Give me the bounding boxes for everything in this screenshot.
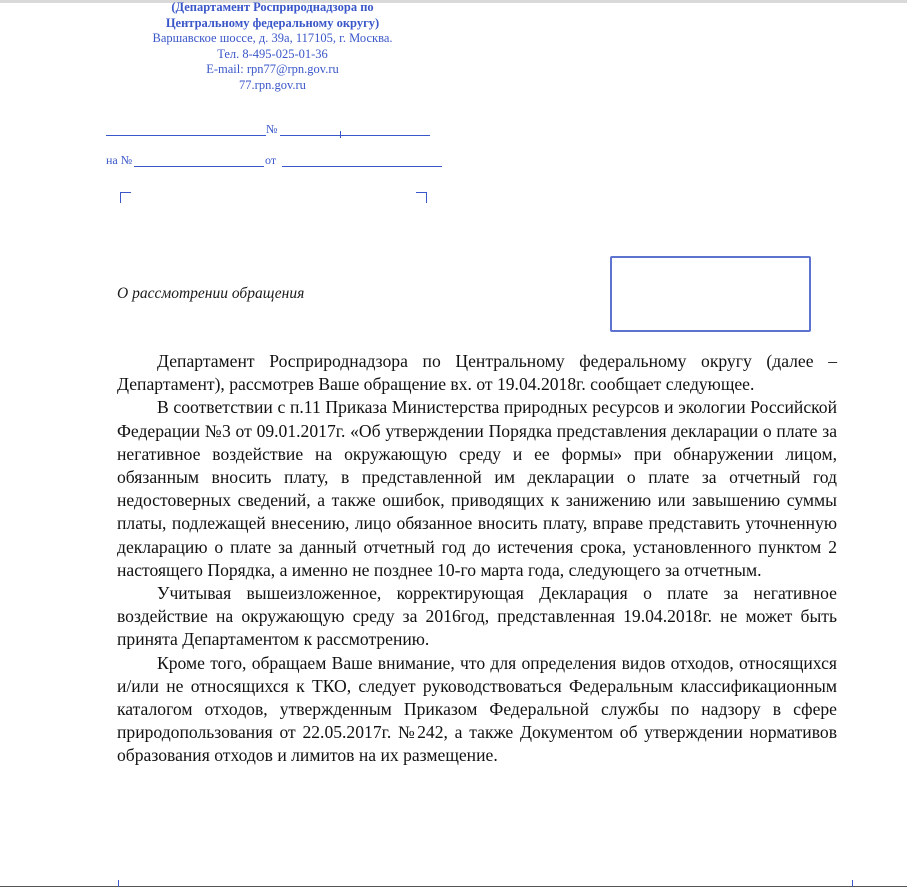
recipient-stamp-box: [610, 256, 811, 332]
body-paragraph-2: В соответствии с п.11 Приказа Министерства природных ресурсов и экологии Российской Федерации №3 от 09.01.2017г. «Об утверждении Порядка представления декларации о плате за негативное воздействие на окружающую среду и ее формы» при обнаружении лицом, обязанным вносить плату, в представленной им декларации о плате за отчетный год недостоверных сведений, а также ошибок, приводящих к занижению или завышению суммы платы, подлежащей внесению, лицо обязанное вносить плату, вправе представить уточненную декларацию о плате за данный отчетный год до истечения срока, установленного пунктом 2 настоящего Порядка, а именно не позднее 10-го марта года, следующего за отчетным.: [117, 397, 837, 580]
letterhead-org-line2: Центральному федеральному округу): [165, 15, 380, 30]
body-paragraph-4: Кроме того, обращаем Ваше внимание, что для определения видов отходов, относящихся и/или не относящихся к ТКО, следует руководствоваться Федеральным классификационным каталогом отходов, утвержденным Приказом Федеральной службы по надзору в сфере природопользования от 22.05.2017г. №242, а также Документом об утверждении нормативов образования отходов и лимитов на их размещение.: [117, 652, 837, 766]
pen-mark: [340, 131, 341, 138]
ref-number-blank-line: [134, 166, 264, 167]
ref-number-label: на №: [106, 153, 133, 167]
body-paragraph-3: Учитывая вышеизложенное, корректирующая Декларация о плате за негативное воздействие на окружающую среду за 2016год, представленная 19.04.2018г. не может быть принята Департаментом к рассмотрению.: [117, 583, 837, 650]
address-corner-left: [120, 192, 131, 203]
number-blank-line: [280, 135, 430, 136]
bottom-tick-right: [852, 880, 853, 887]
letterhead-phone: Тел. 8-495-025-01-36: [217, 46, 328, 61]
number-label: №: [266, 122, 278, 136]
page-bottom-rule: [0, 886, 907, 887]
letter-subject: О рассмотрении обращения: [117, 285, 305, 302]
letterhead-website: 77.rpn.gov.ru: [239, 77, 306, 92]
letterhead-address: Варшавское шоссе, д. 39а, 117105, г. Москва.: [152, 31, 393, 46]
ref-date-blank-line: [282, 166, 442, 167]
date-blank-line: [106, 135, 266, 136]
letter-body: [117, 350, 837, 768]
letterhead: [100, 0, 445, 94]
ref-from-label: от: [265, 153, 277, 167]
bottom-tick-left: [118, 880, 119, 887]
address-corner-right: [416, 192, 427, 203]
letterhead-email: E-mail: rpn77@rpn.gov.ru: [206, 62, 339, 77]
letterhead-org-line1: (Департамент Росприроднадзора по: [171, 0, 374, 14]
body-paragraph-1: Департамент Росприроднадзора по Центральному федеральному округу (далее – Департамент), рассмотрев Ваше обращение вх. от 19.04.2018г. сообщает следующее.: [117, 351, 837, 395]
